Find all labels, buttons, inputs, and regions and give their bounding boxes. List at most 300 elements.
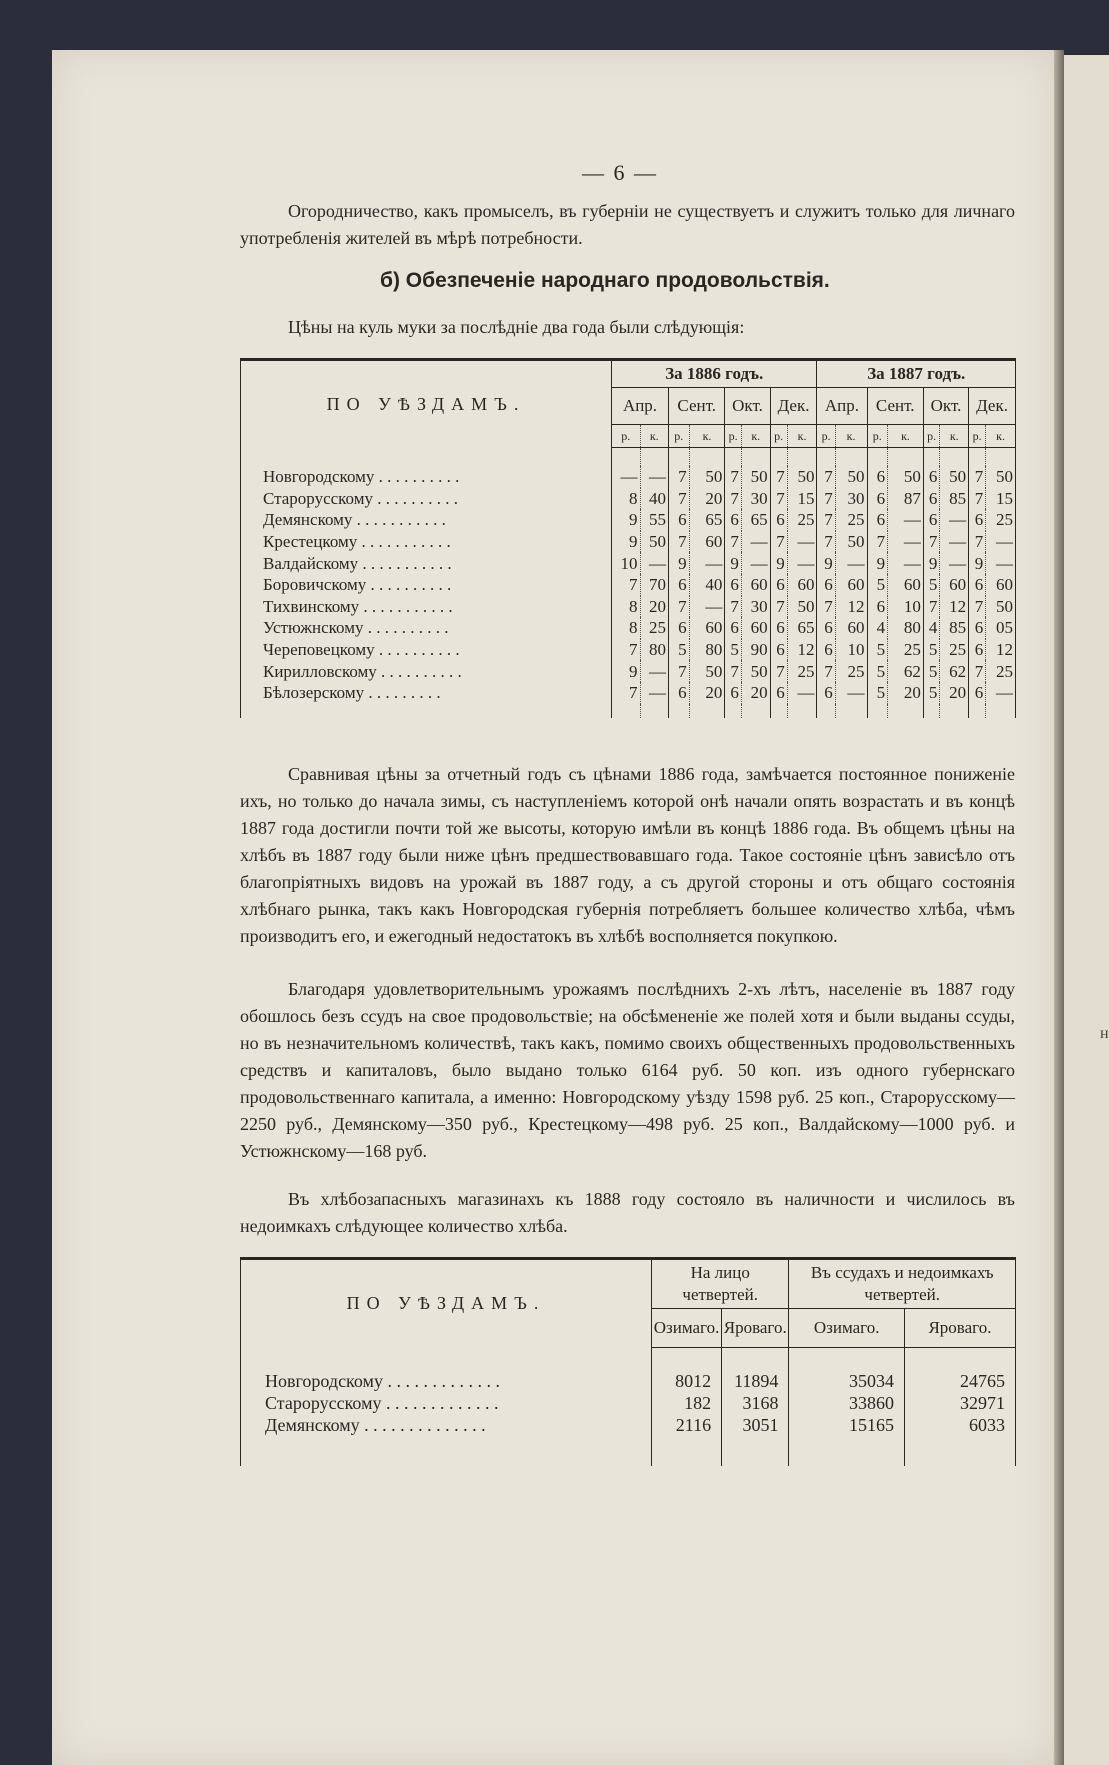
price-kopecks: 30 (741, 488, 770, 510)
price-rubles: 4 (867, 617, 888, 639)
table-row (241, 466, 1016, 488)
unit-kopecks: к. (986, 425, 1016, 448)
price-rubles: 7 (669, 531, 690, 553)
price-rubles: 6 (669, 617, 690, 639)
price-kopecks: 10 (835, 639, 867, 661)
grain-quantity: 6033 (904, 1414, 1015, 1436)
price-rubles: 9 (770, 552, 787, 574)
spacer-cell (689, 704, 725, 718)
price-rubles: 7 (669, 596, 690, 618)
price-kopecks: 12 (986, 639, 1016, 661)
spacer-cell (923, 448, 940, 467)
price-rubles: 7 (817, 488, 835, 510)
table-row (241, 617, 1016, 639)
price-kopecks: 50 (986, 596, 1016, 618)
price-kopecks: — (640, 466, 669, 488)
spacer-cell (986, 704, 1016, 718)
price-rubles: 7 (867, 531, 888, 553)
price-rubles: 5 (923, 682, 940, 704)
price-rubles: 6 (969, 509, 986, 531)
price-rubles: 6 (969, 617, 986, 639)
month-header: Дек. (770, 388, 817, 425)
price-kopecks: 55 (640, 509, 669, 531)
price-kopecks: 50 (741, 466, 770, 488)
price-rubles: 9 (612, 660, 641, 682)
page-fold (1054, 50, 1064, 1765)
price-kopecks: 25 (787, 660, 817, 682)
price-rubles: 7 (969, 660, 986, 682)
price-rubles: 8 (612, 488, 641, 510)
price-kopecks: 12 (940, 596, 969, 618)
price-kopecks: 50 (940, 466, 969, 488)
spacer-cell (741, 704, 770, 718)
district-name: Бѣлозерскому . . . . . . . . . (241, 682, 612, 704)
spacer-cell (969, 704, 986, 718)
price-rubles: 9 (817, 552, 835, 574)
spacer-cell (652, 1348, 722, 1371)
price-kopecks: — (689, 552, 725, 574)
price-rubles: 9 (867, 552, 888, 574)
price-rubles: 7 (770, 466, 787, 488)
paragraph-loans: Благодаря удовлетворительнымъ урожаямъ послѣднихъ 2-хъ лѣтъ, населеніе въ 1887 году обошлось безъ ссудъ на свое продовольствіе; на обсѣмененіе же полей хотя и были выданы ссуды, но въ незначительномъ количествѣ, такъ какъ, помимо своихъ общественныхъ продовольственныхъ средствъ и капиталовъ, было выдано только 6164 руб. 50 коп. изъ одного губернскаго продовольственнаго капитала, а именно: Новгородскому уѣзду 1598 руб. 25 коп., Старорусскому—2250 руб., Демянскому—350 руб., Крестецкому—498 руб. 25 коп., Валдайскому—1000 руб. и Устюжнскому—168 руб. (240, 979, 1015, 1161)
price-rubles: 6 (725, 617, 742, 639)
district-name: Боровичскому . . . . . . . . . . (241, 574, 612, 596)
price-kopecks: 80 (640, 639, 669, 661)
price-kopecks: 20 (689, 488, 725, 510)
price-kopecks: — (986, 552, 1016, 574)
price-kopecks: 20 (741, 682, 770, 704)
on-hand-header: На лицо четвертей. (652, 1259, 789, 1309)
spacer-cell (741, 448, 770, 467)
price-rubles: 7 (612, 574, 641, 596)
spacer-cell (669, 448, 690, 467)
spacer-cell (241, 1348, 652, 1371)
price-rubles: 7 (817, 596, 835, 618)
col-header: Яроваго. (904, 1309, 1015, 1348)
price-rubles: 6 (725, 682, 742, 704)
price-kopecks: 60 (787, 574, 817, 596)
price-kopecks: — (787, 552, 817, 574)
price-kopecks: 60 (835, 617, 867, 639)
district-name: Демянскому . . . . . . . . . . . . . . (241, 1414, 652, 1436)
unit-kopecks: к. (741, 425, 770, 448)
price-kopecks: 10 (888, 596, 924, 618)
price-kopecks: 50 (741, 660, 770, 682)
district-name: Новгородскому . . . . . . . . . . (241, 466, 612, 488)
price-kopecks: — (835, 552, 867, 574)
price-kopecks: 12 (787, 639, 817, 661)
price-rubles: 6 (969, 574, 986, 596)
price-rubles: 9 (725, 552, 742, 574)
col-header: Яроваго. (722, 1309, 789, 1348)
spacer-cell (770, 448, 787, 467)
price-kopecks: 15 (787, 488, 817, 510)
price-rubles: 6 (817, 617, 835, 639)
table-row (241, 1370, 1016, 1392)
table-row (241, 660, 1016, 682)
table-row (241, 574, 1016, 596)
price-rubles: 6 (770, 617, 787, 639)
grain-quantity: 2116 (652, 1414, 722, 1436)
price-kopecks: — (888, 509, 924, 531)
table-row (241, 639, 1016, 661)
price-rubles: 10 (612, 552, 641, 574)
spacer-cell (940, 448, 969, 467)
month-header: Дек. (969, 388, 1016, 425)
price-kopecks: 85 (940, 488, 969, 510)
spacer-cell (904, 1436, 1015, 1466)
price-kopecks: 25 (986, 509, 1016, 531)
spacer-cell (835, 704, 867, 718)
grain-quantity: 32971 (904, 1392, 1015, 1414)
unit-kopecks: к. (689, 425, 725, 448)
district-name: Демянскому . . . . . . . . . . . (241, 509, 612, 531)
price-rubles: 6 (817, 574, 835, 596)
price-kopecks: 60 (888, 574, 924, 596)
spacer-cell (787, 448, 817, 467)
price-kopecks: 50 (640, 531, 669, 553)
price-rubles: 7 (770, 488, 787, 510)
price-rubles: 7 (669, 488, 690, 510)
month-header: Сент. (669, 388, 725, 425)
price-kopecks: 15 (986, 488, 1016, 510)
price-rubles: 5 (725, 639, 742, 661)
price-kopecks: 50 (689, 466, 725, 488)
col-header: Озимаго. (652, 1309, 722, 1348)
price-rubles: 7 (770, 660, 787, 682)
price-rubles: 6 (969, 639, 986, 661)
unit-kopecks: к. (787, 425, 817, 448)
price-kopecks: — (986, 682, 1016, 704)
paragraph-prices-analysis: Сравнивая цѣны за отчетный годъ съ цѣнами 1886 года, замѣчается постоянное пониженіе ихъ, но только до начала зимы, съ наступленіемъ которой онѣ начали опять возрастать и въ концѣ 1887 года достигли почти той же высоты, которую имѣли въ концѣ 1886 года. Въ общемъ цѣны на хлѣбъ въ 1887 году были ниже цѣнъ предшествовавшаго года. Такое состояніе цѣнъ зависѣло отъ благопріятныхъ видовъ на урожай въ 1887 году, а съ другой стороны и отъ общаго состоянія хлѣбнаго рынка, такъ какъ Новгородская губернія потребляетъ большее количество хлѣба, чѣмъ производитъ его, и ежегодный недостатокъ въ хлѣбѣ восполняется покупкою. (240, 764, 1015, 946)
grain-quantity: 11894 (722, 1370, 789, 1392)
price-rubles: 7 (770, 596, 787, 618)
spacer-cell (940, 704, 969, 718)
spacer-cell (867, 448, 888, 467)
spacer-cell (640, 704, 669, 718)
price-kopecks: — (986, 531, 1016, 553)
price-rubles: 7 (923, 596, 940, 618)
spacer-cell (652, 1436, 722, 1466)
month-header: Апр. (817, 388, 867, 425)
price-rubles: 7 (725, 466, 742, 488)
price-kopecks: 30 (741, 596, 770, 618)
price-rubles: 6 (725, 509, 742, 531)
price-kopecks: 65 (741, 509, 770, 531)
unit-rubles: р. (817, 425, 835, 448)
price-rubles: 9 (923, 552, 940, 574)
grain-quantity: 33860 (789, 1392, 905, 1414)
spacer-cell (888, 704, 924, 718)
price-kopecks: 12 (835, 596, 867, 618)
price-rubles: 6 (867, 596, 888, 618)
price-rubles: 7 (725, 596, 742, 618)
price-kopecks: 20 (689, 682, 725, 704)
price-rubles: 7 (969, 596, 986, 618)
district-name: Крестецкому . . . . . . . . . . . (241, 531, 612, 553)
price-kopecks: 05 (986, 617, 1016, 639)
table-row (241, 682, 1016, 704)
spacer-cell (835, 448, 867, 467)
year-1886-header: За 1886 годъ. (612, 360, 817, 388)
price-kopecks: 50 (888, 466, 924, 488)
spacer-cell (770, 704, 787, 718)
district-name: Новгородскому . . . . . . . . . . . . . (241, 1370, 652, 1392)
price-rubles: 9 (612, 531, 641, 553)
price-kopecks: 25 (787, 509, 817, 531)
price-rubles: 6 (867, 509, 888, 531)
price-kopecks: 80 (689, 639, 725, 661)
price-kopecks: — (640, 682, 669, 704)
price-rubles: 7 (725, 660, 742, 682)
price-kopecks: — (640, 552, 669, 574)
table-row (241, 1414, 1016, 1436)
price-rubles: 7 (969, 466, 986, 488)
price-rubles: 7 (669, 466, 690, 488)
table-row (241, 552, 1016, 574)
price-kopecks: 87 (888, 488, 924, 510)
spacer-cell (867, 704, 888, 718)
price-rubles: 7 (770, 531, 787, 553)
price-kopecks: 60 (986, 574, 1016, 596)
price-kopecks: 20 (640, 596, 669, 618)
price-kopecks: 30 (835, 488, 867, 510)
price-kopecks: 40 (640, 488, 669, 510)
price-kopecks: 50 (835, 531, 867, 553)
price-rubles: 9 (969, 552, 986, 574)
district-name: Тихвинскому . . . . . . . . . . . (241, 596, 612, 618)
spacer-cell (241, 1436, 652, 1466)
price-kopecks: 60 (835, 574, 867, 596)
spacer-cell (640, 448, 669, 467)
grain-quantity: 3051 (722, 1414, 789, 1436)
price-kopecks: — (888, 552, 924, 574)
price-rubles: 5 (867, 660, 888, 682)
price-rubles: 6 (817, 682, 835, 704)
price-rubles: 6 (867, 488, 888, 510)
price-rubles: 6 (770, 682, 787, 704)
price-kopecks: 60 (689, 531, 725, 553)
price-kopecks: 25 (835, 660, 867, 682)
spacer-cell (612, 704, 641, 718)
spacer-cell (241, 704, 612, 718)
unit-rubles: р. (969, 425, 986, 448)
price-kopecks: 20 (888, 682, 924, 704)
prices-intro: Цѣны на куль муки за послѣдніе два года были слѣдующія: (288, 317, 745, 337)
unit-kopecks: к. (888, 425, 924, 448)
price-kopecks: 65 (787, 617, 817, 639)
price-rubles: 6 (669, 509, 690, 531)
price-kopecks: — (940, 509, 969, 531)
price-kopecks: 85 (940, 617, 969, 639)
price-kopecks: 70 (640, 574, 669, 596)
price-rubles: 6 (969, 682, 986, 704)
price-kopecks: 50 (689, 660, 725, 682)
month-header: Сент. (867, 388, 923, 425)
price-rubles: 5 (669, 639, 690, 661)
price-kopecks: 60 (741, 617, 770, 639)
grain-quantity: 3168 (722, 1392, 789, 1414)
price-kopecks: 60 (741, 574, 770, 596)
loans-header: Въ ссудахъ и недоимкахъ четвертей. (789, 1259, 1016, 1309)
price-rubles: 7 (612, 639, 641, 661)
year-1887-header: За 1887 годъ. (817, 360, 1016, 388)
price-rubles: 6 (725, 574, 742, 596)
price-kopecks: — (888, 531, 924, 553)
price-kopecks: — (640, 660, 669, 682)
district-name: Кирилловскому . . . . . . . . . . (241, 660, 612, 682)
col-header: Озимаго. (789, 1309, 905, 1348)
unit-rubles: р. (770, 425, 787, 448)
month-header: Апр. (612, 388, 669, 425)
price-kopecks: 40 (689, 574, 725, 596)
price-rubles: 6 (867, 466, 888, 488)
section-heading: б) Обезпеченіе народнаго продовольствія. (380, 269, 830, 292)
table1-left-header: ПО УѢЗДАМЪ. (241, 360, 612, 448)
price-rubles: 7 (725, 488, 742, 510)
grain-quantity: 8012 (652, 1370, 722, 1392)
spacer-cell (923, 704, 940, 718)
price-rubles: 6 (770, 509, 787, 531)
price-kopecks: — (741, 552, 770, 574)
spacer-cell (969, 448, 986, 467)
spacer-cell (722, 1348, 789, 1371)
spacer-cell (986, 448, 1016, 467)
price-kopecks: — (689, 596, 725, 618)
price-kopecks: — (787, 531, 817, 553)
spacer-cell (789, 1436, 905, 1466)
district-name: Валдайскому . . . . . . . . . . . (241, 552, 612, 574)
price-rubles: 6 (923, 488, 940, 510)
spacer-cell (241, 448, 612, 467)
price-kopecks: 50 (787, 596, 817, 618)
price-rubles: 7 (817, 531, 835, 553)
month-header: Окт. (725, 388, 770, 425)
price-rubles: — (612, 466, 641, 488)
price-rubles: 6 (770, 639, 787, 661)
spacer-cell (888, 448, 924, 467)
unit-kopecks: к. (940, 425, 969, 448)
price-kopecks: — (835, 682, 867, 704)
price-rubles: 9 (669, 552, 690, 574)
price-kopecks: 60 (689, 617, 725, 639)
price-rubles: 7 (817, 509, 835, 531)
paragraph-stores: Въ хлѣбозапасныхъ магазинахъ къ 1888 году состояло въ наличности и числилось въ недоимкахъ слѣдующее количество хлѣба. (240, 1189, 1015, 1236)
price-kopecks: — (787, 682, 817, 704)
district-name: Старорусскому . . . . . . . . . . (241, 488, 612, 510)
unit-rubles: р. (867, 425, 888, 448)
spacer-cell (725, 704, 742, 718)
price-kopecks: — (940, 552, 969, 574)
unit-rubles: р. (923, 425, 940, 448)
spacer-cell (689, 448, 725, 467)
price-kopecks: 25 (940, 639, 969, 661)
price-kopecks: — (741, 531, 770, 553)
price-rubles: 7 (725, 531, 742, 553)
table2-left-header: ПО УѢЗДАМЪ. (241, 1259, 652, 1348)
price-rubles: 6 (817, 639, 835, 661)
price-kopecks: 80 (888, 617, 924, 639)
unit-rubles: р. (725, 425, 742, 448)
flour-prices-table (240, 358, 1016, 718)
price-rubles: 7 (669, 660, 690, 682)
table-row (241, 488, 1016, 510)
district-name: Устюжнскому . . . . . . . . . . (241, 617, 612, 639)
margin-letter: н (1100, 1025, 1109, 1042)
unit-kopecks: к. (640, 425, 669, 448)
price-kopecks: 25 (835, 509, 867, 531)
price-rubles: 6 (669, 574, 690, 596)
price-rubles: 6 (923, 509, 940, 531)
price-kopecks: 25 (640, 617, 669, 639)
price-rubles: 5 (867, 574, 888, 596)
spacer-cell (669, 704, 690, 718)
price-kopecks: 25 (888, 639, 924, 661)
price-kopecks: 60 (940, 574, 969, 596)
unit-rubles: р. (612, 425, 641, 448)
price-rubles: 5 (867, 682, 888, 704)
price-rubles: 8 (612, 617, 641, 639)
spacer-cell (787, 704, 817, 718)
grain-quantity: 15165 (789, 1414, 905, 1436)
district-name: Старорусскому . . . . . . . . . . . . . (241, 1392, 652, 1414)
price-rubles: 9 (612, 509, 641, 531)
grain-quantity: 182 (652, 1392, 722, 1414)
next-page-edge (1064, 55, 1109, 1765)
price-kopecks: 20 (940, 682, 969, 704)
price-kopecks: 25 (986, 660, 1016, 682)
spacer-cell (904, 1348, 1015, 1371)
price-rubles: 7 (923, 531, 940, 553)
price-rubles: 7 (817, 466, 835, 488)
spacer-cell (612, 448, 641, 467)
price-rubles: 5 (867, 639, 888, 661)
grain-quantity: 24765 (904, 1370, 1015, 1392)
price-rubles: 6 (770, 574, 787, 596)
table-row (241, 531, 1016, 553)
table-row (241, 1392, 1016, 1414)
grain-quantity: 35034 (789, 1370, 905, 1392)
price-rubles: 4 (923, 617, 940, 639)
spacer-cell (817, 448, 835, 467)
price-rubles: 5 (923, 660, 940, 682)
grain-stores-table (240, 1257, 1016, 1466)
price-rubles: 7 (612, 682, 641, 704)
price-kopecks: 50 (835, 466, 867, 488)
spacer-cell (725, 448, 742, 467)
price-rubles: 7 (969, 488, 986, 510)
unit-kopecks: к. (835, 425, 867, 448)
paragraph-gardening: Огородничество, какъ промыселъ, въ губерніи не существуетъ и служитъ только для личнаго употребленія жителей въ мѣрѣ потребности. (240, 201, 1015, 248)
price-rubles: 7 (817, 660, 835, 682)
price-kopecks: 50 (986, 466, 1016, 488)
price-rubles: 8 (612, 596, 641, 618)
price-kopecks: 90 (741, 639, 770, 661)
page-number: — 6 — (582, 160, 658, 185)
price-rubles: 7 (969, 531, 986, 553)
spacer-cell (722, 1436, 789, 1466)
price-kopecks: 50 (787, 466, 817, 488)
price-rubles: 6 (669, 682, 690, 704)
unit-rubles: р. (669, 425, 690, 448)
table-row (241, 509, 1016, 531)
price-kopecks: 62 (940, 660, 969, 682)
price-kopecks: 62 (888, 660, 924, 682)
price-kopecks: — (940, 531, 969, 553)
district-name: Череповецкому . . . . . . . . . . (241, 639, 612, 661)
month-header: Окт. (923, 388, 968, 425)
price-rubles: 5 (923, 574, 940, 596)
